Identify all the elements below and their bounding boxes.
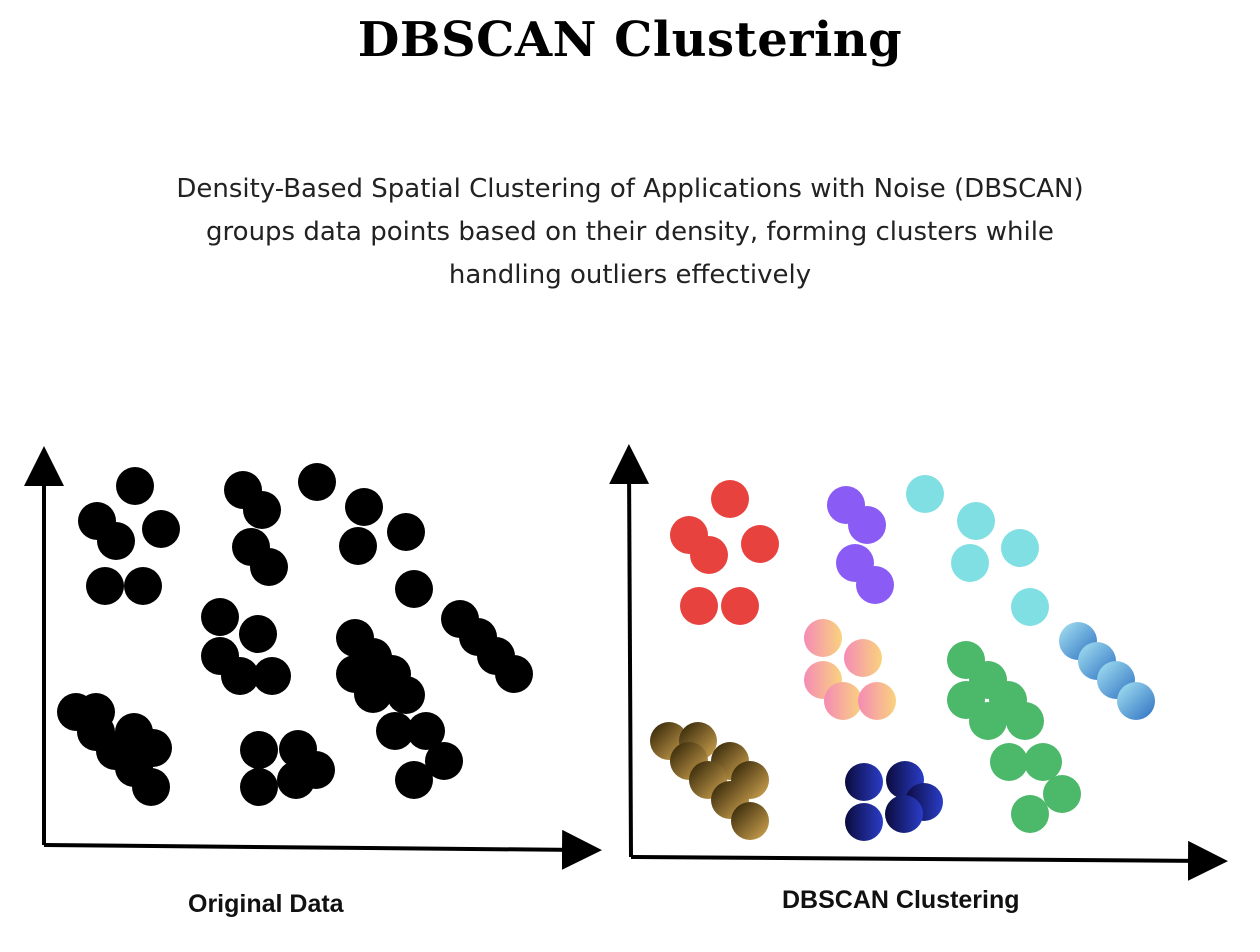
cluster-point <box>990 743 1028 781</box>
red-cluster <box>670 480 779 625</box>
cluster-point <box>845 803 883 841</box>
data-point <box>86 567 124 605</box>
cluster-point <box>885 795 923 833</box>
navy-cluster <box>845 761 943 841</box>
cluster-point <box>957 502 995 540</box>
cluster-point <box>721 587 759 625</box>
green-cluster <box>947 641 1081 833</box>
data-point <box>250 548 288 586</box>
description-line: groups data points based on their density, forming clusters while <box>206 217 1054 247</box>
cluster-point <box>858 682 896 720</box>
cluster-point <box>680 587 718 625</box>
left-x-axis <box>44 845 582 850</box>
data-point <box>201 598 239 636</box>
cluster-point <box>844 639 882 677</box>
cluster-point <box>845 763 883 801</box>
original-data-label: Original Data <box>188 890 344 918</box>
gold-cluster <box>650 722 769 840</box>
data-point <box>239 615 277 653</box>
data-point <box>97 522 135 560</box>
cluster-point <box>711 480 749 518</box>
data-point <box>253 657 291 695</box>
data-point <box>240 768 278 806</box>
data-point <box>298 463 336 501</box>
description-line: Density-Based Spatial Clustering of Applications with Noise (DBSCAN) <box>176 174 1084 204</box>
cluster-point <box>731 802 769 840</box>
cluster-point <box>1011 588 1049 626</box>
cluster-point <box>1043 775 1081 813</box>
data-point <box>277 761 315 799</box>
cluster-point <box>690 536 728 574</box>
data-point <box>354 675 392 713</box>
cluster-point <box>848 506 886 544</box>
data-point <box>395 761 433 799</box>
cluster-point <box>1011 795 1049 833</box>
pink-cluster <box>804 619 896 720</box>
cluster-point <box>856 566 894 604</box>
purple-cluster <box>827 486 894 604</box>
cluster-point <box>1024 743 1062 781</box>
cluster-point <box>804 619 842 657</box>
page-title: DBSCAN Clustering <box>357 12 903 68</box>
data-point <box>142 510 180 548</box>
description-line: handling outliers effectively <box>448 260 812 290</box>
right-x-axis <box>631 857 1208 861</box>
data-point <box>116 467 154 505</box>
data-point <box>495 655 533 693</box>
data-point <box>387 676 425 714</box>
original-data-points <box>57 463 533 806</box>
cluster-point <box>951 544 989 582</box>
cluster-point <box>1001 529 1039 567</box>
data-point <box>395 570 433 608</box>
dbscan-clustering-label: DBSCAN Clustering <box>782 886 1020 914</box>
cluster-point <box>906 475 944 513</box>
data-point <box>124 567 162 605</box>
data-point <box>132 768 170 806</box>
data-point <box>387 513 425 551</box>
cluster-point <box>1006 702 1044 740</box>
right-y-axis <box>629 464 631 857</box>
cluster-point <box>824 682 862 720</box>
data-point <box>243 491 281 529</box>
data-point <box>339 527 377 565</box>
blue-cluster <box>1059 622 1155 720</box>
cluster-point <box>741 525 779 563</box>
cyan-cluster <box>906 475 1049 626</box>
data-point <box>345 488 383 526</box>
cluster-point <box>1117 682 1155 720</box>
cluster-point <box>969 702 1007 740</box>
data-point <box>240 731 278 769</box>
